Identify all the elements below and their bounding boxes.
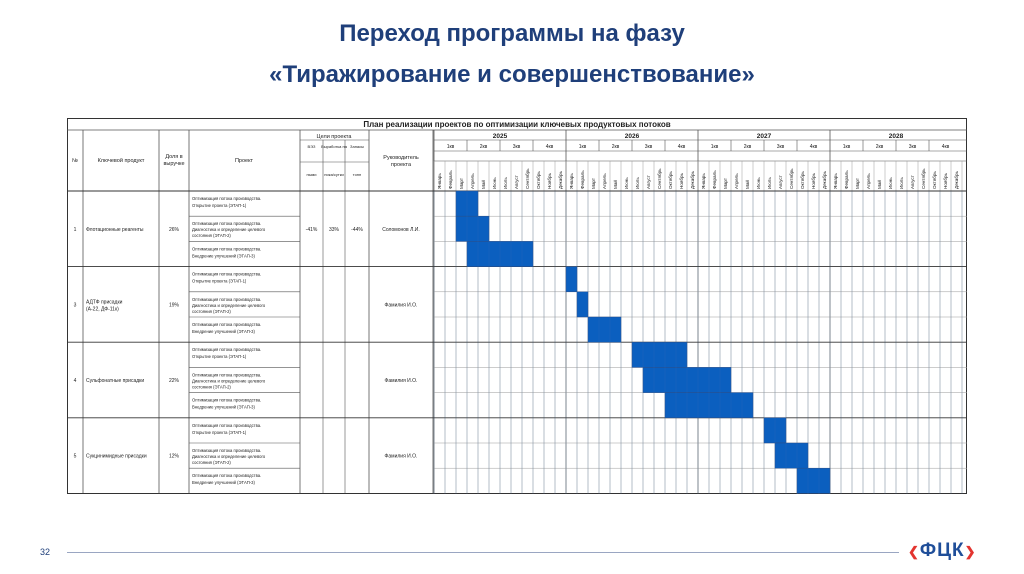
header-project: Проект <box>234 158 254 164</box>
header-goal-sub: ника/сутки <box>324 172 344 177</box>
month-label: Ноябрь <box>943 173 948 189</box>
quarter-label: 2кв <box>875 144 884 150</box>
month-label: Октябрь <box>668 171 673 189</box>
stage-text: Оптимизация потока производства. <box>192 246 262 252</box>
stage-text-3: состояния (ЭТАП-2) <box>192 233 231 239</box>
month-label: Декабрь <box>690 171 695 189</box>
header-share-2: выручке <box>163 161 185 167</box>
stage-text: Оптимизация потока производства. <box>192 347 262 353</box>
gantt-bar <box>566 267 577 292</box>
month-label: Апрель <box>734 173 739 189</box>
month-label: Март <box>459 178 464 189</box>
row-num: 1 <box>73 226 77 233</box>
header-goal-col: Выработка на <box>321 144 347 149</box>
gantt-bar <box>797 468 830 493</box>
stage-text-2: Внедрение улучшений (ЭТАП-3) <box>192 480 255 486</box>
gantt-bar <box>588 317 621 342</box>
quarter-label: 2кв <box>479 144 488 150</box>
quarter-label: 1кв <box>710 144 719 150</box>
stage-text: Оптимизация потока производства. <box>192 271 262 277</box>
quarter-label: 3кв <box>512 144 521 150</box>
year-label: 2028 <box>888 133 904 140</box>
stage-text-2: Диагностика и определение целевого <box>192 227 266 233</box>
month-label: Январь <box>701 173 706 189</box>
stage-text: Оптимизация потока производства. <box>192 397 262 403</box>
month-label: Октябрь <box>536 171 541 189</box>
month-label: Январь <box>569 173 574 189</box>
row-product: АДТФ присадки <box>86 299 123 306</box>
month-label: Апрель <box>602 173 607 189</box>
row-goal: -44% <box>351 226 363 233</box>
month-label: Сентябрь <box>525 168 530 189</box>
quarter-label: 4кв <box>809 144 818 150</box>
row-leader: Фамилия И.О. <box>384 378 418 384</box>
header-goal-col: Запасы <box>350 144 364 149</box>
row-goal: 33% <box>328 226 340 233</box>
row-leader: Фамилия И.О. <box>384 302 418 309</box>
stage-text-2: Внедрение улучшений (ЭТАП-3) <box>192 404 255 410</box>
stage-text-2: Диагностика и определение целевого <box>192 378 266 384</box>
month-label: Декабрь <box>822 171 827 189</box>
page-number: 32 <box>40 547 51 557</box>
month-label: Июль <box>899 177 904 189</box>
month-label: Август <box>910 175 915 189</box>
stage-text-2: Открытие проекта (ЭТАП-1) <box>192 429 247 435</box>
quarter-label: 4кв <box>941 144 950 150</box>
stage-text: Оптимизация потока производства. <box>192 372 262 378</box>
month-label: Сентябрь <box>789 168 794 189</box>
header-goals: Цели проекта <box>316 134 352 140</box>
month-label: Сентябрь <box>657 168 662 189</box>
stage-text: Оптимизация потока производства. <box>192 196 262 201</box>
stage-text-3: состояния (ЭТАП-2) <box>192 384 231 390</box>
row-product-2: (А-22, ДФ-11к) <box>86 306 119 313</box>
gantt-bar <box>577 292 588 317</box>
row-share: 19% <box>168 302 180 309</box>
row-num: 3 <box>73 302 77 309</box>
header-goal-sub: ными <box>306 172 317 177</box>
gantt-svg <box>67 118 967 494</box>
stage-text: Оптимизация потока производства. <box>192 221 262 227</box>
header-goal-col: ВЭЗ <box>307 144 316 149</box>
month-label: Февраль <box>844 170 849 189</box>
table-caption: План реализации проектов по оптимизации ключевых продуктовых потоков <box>363 120 671 129</box>
month-label: Декабрь <box>954 171 959 189</box>
quarter-label: 3кв <box>644 144 653 150</box>
stage-text: Оптимизация потока производства. <box>192 322 262 327</box>
month-label: Февраль <box>448 170 453 189</box>
month-label: Август <box>646 175 651 189</box>
month-label: Август <box>778 175 783 189</box>
row-goal: -41% <box>305 226 318 233</box>
row-share: 26% <box>168 226 180 233</box>
header-num: № <box>72 158 78 164</box>
month-label: Октябрь <box>932 171 937 189</box>
month-label: Март <box>723 178 728 189</box>
gantt-bar <box>632 342 687 367</box>
month-label: Февраль <box>580 170 585 189</box>
month-label: Июль <box>635 177 640 189</box>
year-label: 2025 <box>492 133 508 140</box>
month-label: Январь <box>437 173 442 189</box>
month-label: Июнь <box>888 177 893 189</box>
year-label: 2026 <box>624 133 640 140</box>
month-label: Сентябрь <box>921 168 926 189</box>
month-label: Август <box>514 175 519 189</box>
month-label: Май <box>745 180 750 189</box>
month-label: Апрель <box>470 173 475 189</box>
row-share: 22% <box>168 378 180 384</box>
quarter-label: 2кв <box>611 144 620 150</box>
month-label: Ноябрь <box>811 173 816 189</box>
month-label: Ноябрь <box>547 173 552 189</box>
quarter-label: 2кв <box>743 144 752 150</box>
stage-text-2: Открытие проекта (ЭТАП-1) <box>192 278 247 284</box>
gantt-bar <box>456 216 489 241</box>
header-share: Доля в <box>165 154 183 160</box>
stage-text-2: Открытие проекта (ЭТАП-1) <box>192 354 247 360</box>
slide-title-line1: Переход программы на фазу <box>339 20 685 47</box>
stage-text-2: Открытие проекта (ЭТАП-1) <box>192 203 247 208</box>
month-label: Июнь <box>756 177 761 189</box>
stage-text-3: состояния (ЭТАП-2) <box>192 308 231 314</box>
row-num: 5 <box>73 453 77 460</box>
gantt-bar <box>775 443 808 468</box>
row-product: Сульфонатные присадки <box>86 378 145 384</box>
slide-title-line2: «Тиражирование и совершенствование» <box>269 61 755 88</box>
quarter-label: 4кв <box>545 144 554 150</box>
month-label: Март <box>591 178 596 189</box>
month-label: Март <box>855 178 860 189</box>
stage-text: Оптимизация потока производства. <box>192 296 262 302</box>
stage-text-2: Внедрение улучшений (ЭТАП-3) <box>192 329 255 334</box>
month-label: Декабрь <box>558 171 563 189</box>
logo-text: ФЦК <box>919 540 965 561</box>
month-label: Июнь <box>492 177 497 189</box>
stage-text: Оптимизация потока производства. <box>192 422 262 428</box>
month-label: Ноябрь <box>679 173 684 189</box>
year-label: 2027 <box>756 133 772 140</box>
stage-text: Оптимизация потока производства. <box>192 473 262 479</box>
month-label: Январь <box>833 173 838 189</box>
header-product: Ключевой продукт <box>97 158 145 164</box>
quarter-label: 3кв <box>776 144 785 150</box>
header-leader-2: проекта <box>390 162 412 168</box>
company-logo: ❮ФЦК❯ <box>908 540 977 561</box>
row-leader: Фамилия И.О. <box>384 453 418 460</box>
row-num: 4 <box>73 378 77 384</box>
stage-text-3: состояния (ЭТАП-2) <box>192 460 231 465</box>
stage-text: Оптимизация потока производства. <box>192 448 262 453</box>
month-label: Апрель <box>866 173 871 189</box>
header-goal-sub: тонн <box>352 172 362 177</box>
month-label: Май <box>877 180 882 189</box>
month-label: Февраль <box>712 170 717 189</box>
quarter-label: 3кв <box>908 144 917 150</box>
row-leader: Соломонов Л.И. <box>382 226 420 233</box>
month-label: Май <box>613 180 618 189</box>
quarter-label: 4кв <box>677 144 686 150</box>
stage-text-2: Диагностика и определение целевого <box>192 454 266 459</box>
month-label: Май <box>481 180 486 189</box>
quarter-label: 1кв <box>446 144 455 150</box>
month-label: Октябрь <box>800 171 805 189</box>
stage-text-2: Внедрение улучшений (ЭТАП-3) <box>192 253 255 259</box>
stage-text-2: Диагностика и определение целевого <box>192 302 266 308</box>
row-product: Сукцинимидные присадки <box>86 453 147 460</box>
gantt-table <box>67 118 967 494</box>
header-leader: Руководитель <box>383 155 419 161</box>
quarter-label: 1кв <box>578 144 587 150</box>
quarter-label: 1кв <box>842 144 851 150</box>
row-share: 12% <box>168 453 180 460</box>
row-product: Флотационные реагенты <box>86 226 144 233</box>
month-label: Июль <box>503 177 508 189</box>
footer-divider <box>67 552 899 553</box>
month-label: Июнь <box>624 177 629 189</box>
month-label: Июль <box>767 177 772 189</box>
